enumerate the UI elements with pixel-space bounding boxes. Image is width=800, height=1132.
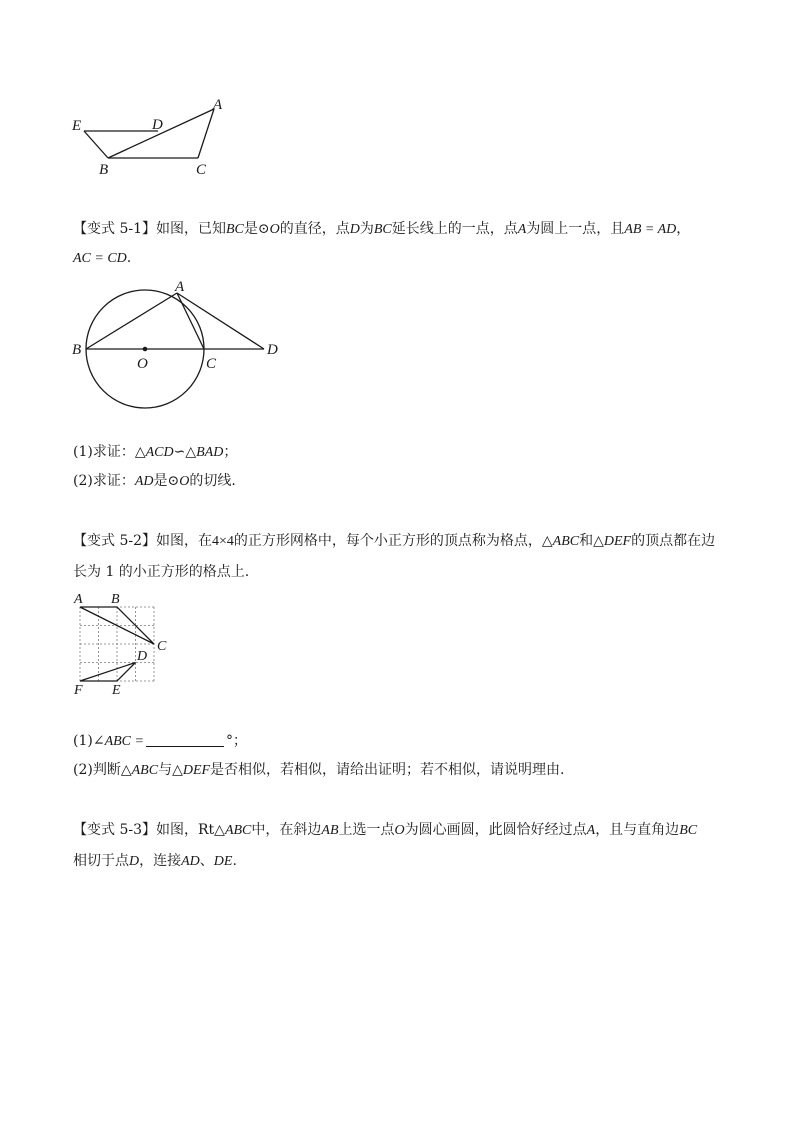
figure-grid	[66, 588, 186, 700]
label-D: D	[137, 649, 148, 664]
figure-circle	[60, 278, 300, 418]
answer-blank[interactable]	[146, 732, 224, 747]
v51-q1: (1)求证：△ACD∽△BAD；	[73, 444, 238, 460]
label-C: C	[196, 162, 207, 178]
v52-line2: 长为 1 的小正方形的格点上.	[73, 564, 250, 580]
v52-q2: (2)判断△ABC与△DEF是否相似，若相似，请给出证明；若不相似，请说明理由.	[73, 762, 565, 778]
v51-line2: AC = CD.	[73, 250, 132, 266]
label-B: B	[72, 342, 82, 358]
label-A: A	[74, 592, 83, 607]
label-C: C	[206, 356, 217, 372]
v52-q1: (1)∠ABC = °；	[73, 733, 247, 749]
label-D: D	[152, 117, 163, 133]
label-B: B	[111, 592, 120, 607]
label-B: B	[99, 162, 109, 178]
v52-tag: 【变式 5-2】	[73, 533, 156, 549]
label-O: O	[137, 356, 148, 372]
v53-line1: 【变式 5-3】如图，Rt△ABC中，在斜边AB上选一点O为圆心画圆，此圆恰好经过点A，且与直角边BC	[73, 822, 698, 838]
v51-q2: (2)求证：AD是⊙O的切线.	[73, 473, 236, 489]
label-A: A	[175, 279, 185, 295]
label-E: E	[112, 683, 121, 698]
label-C: C	[157, 639, 167, 654]
v53-line2: 相切于点D，连接AD、DE.	[73, 853, 237, 869]
v52-line1: 【变式 5-2】如图，在4×4的正方形网格中，每个小正方形的顶点称为格点，△ABC和△DEF的顶点都在边	[73, 533, 716, 549]
label-A: A	[213, 97, 223, 113]
label-D: D	[267, 342, 278, 358]
label-E: E	[72, 118, 82, 134]
v51-tag: 【变式 5-1】	[73, 221, 156, 237]
figure-1	[60, 92, 240, 184]
v51-line1: 【变式 5-1】如图，已知BC是⊙O的直径，点D为BC延长线上的一点，点A为圆上一点，且AB = AD，	[73, 221, 691, 237]
v53-tag: 【变式 5-3】	[73, 822, 156, 838]
label-F: F	[74, 683, 83, 698]
